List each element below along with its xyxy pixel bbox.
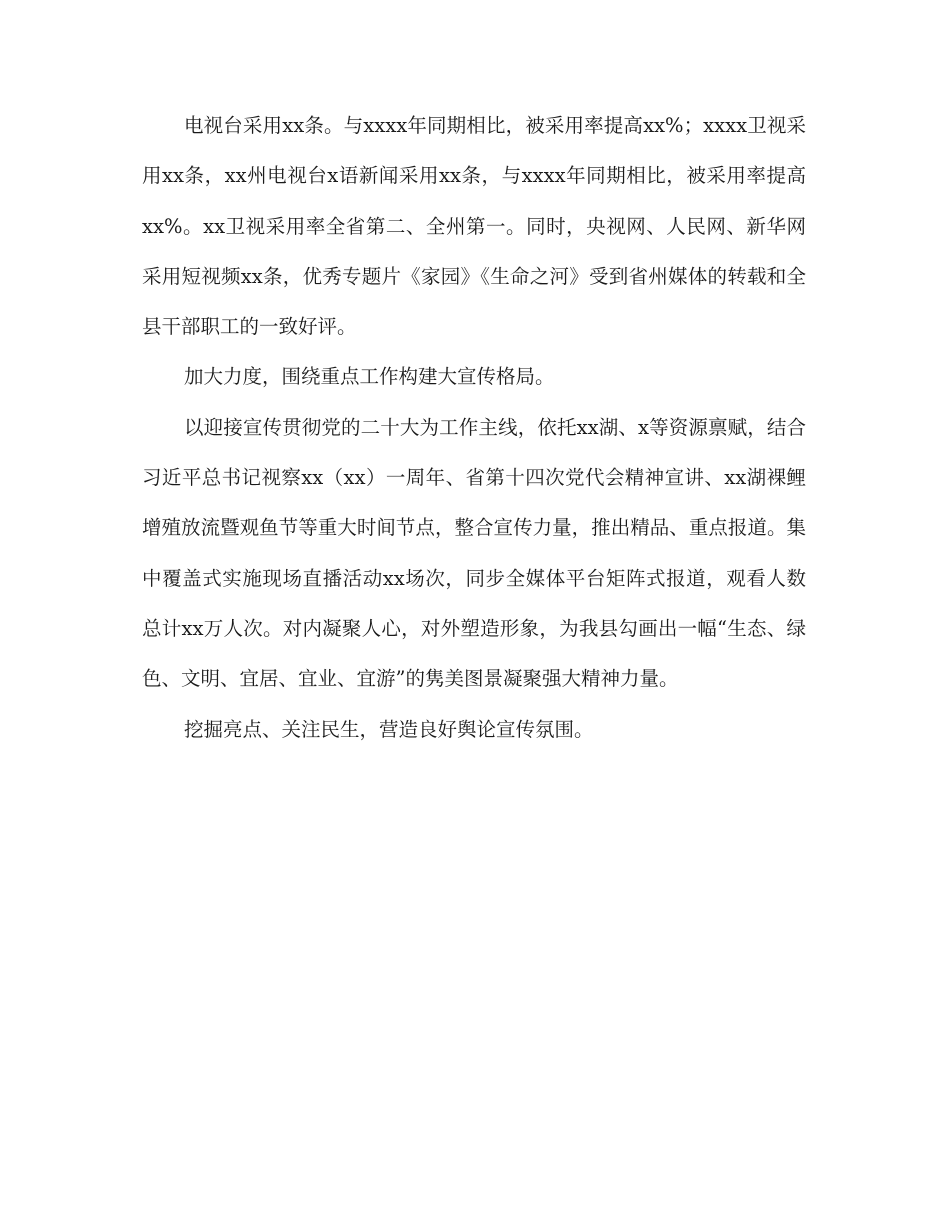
heading-public-opinion: 挖掘亮点、关注民生，营造良好舆论宣传氛围。 — [184, 717, 594, 741]
document-body — [142, 101, 806, 755]
paragraph-publicity-work: 以迎接宣传贯彻党的二十大为工作主线，依托xx湖、x等资源禀赋，结合习近平总书记视察xx（xx）一周年、省第十四次党代会精神宣讲、xx湖裸鲤增殖放流暨观鱼节等重大时间节点，整合宣传力量，推出精品、重点报道。集中覆盖式实施现场直播活动xx场次，同步全媒体平台矩阵式报道，观看人数总计xx万人次。对内凝聚人心，对外塑造形象，为我县勾画出一幅“生态、绿色、文明、宜居、宜业、宜游”的隽美图景凝聚强大精神力量。 — [142, 415, 806, 691]
heading-publicity-pattern: 加大力度，围绕重点工作构建大宣传格局。 — [184, 365, 555, 389]
paragraph-media-adoption: 电视台采用xx条。与xxxx年同期相比，被采用率提高xx%；xxxx卫视采用xx条，xx州电视台x语新闻采用xx条，与xxxx年同期相比，被采用率提高xx%。xx卫视采用率全省第二、全州第一。同时，央视网、人民网、新华网采用短视频xx条，优秀专题片《家园》《生命之河》受到省州媒体的转载和全县干部职工的一致好评。 — [142, 114, 806, 339]
